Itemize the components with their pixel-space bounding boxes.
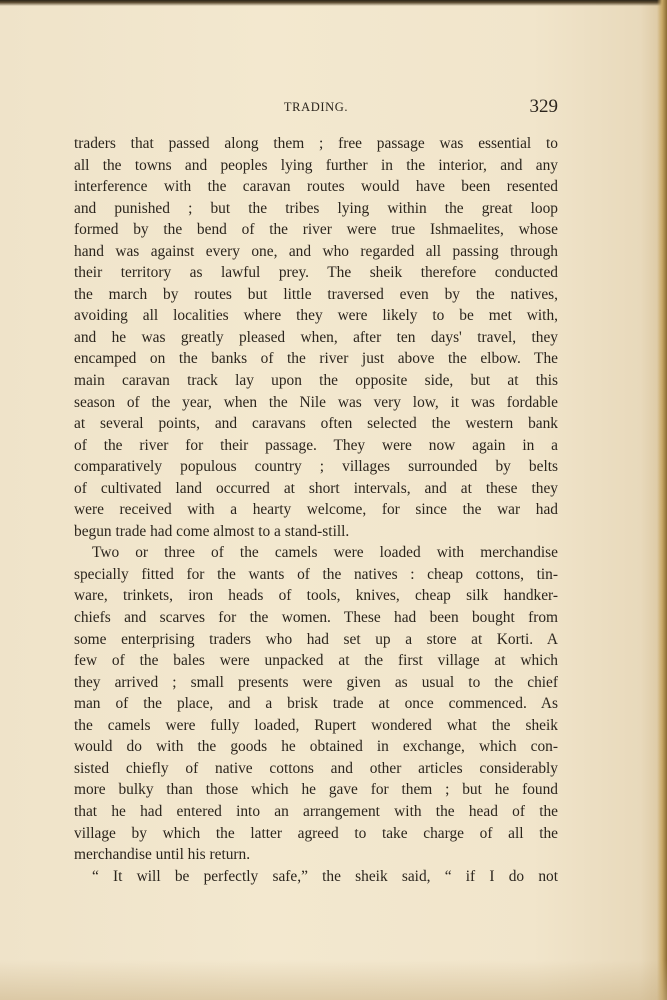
text-line: traders that passed along them ; free passage was essential to: [74, 135, 558, 152]
running-head: [74, 96, 558, 120]
text-line: specially fitted for the wants of the natives : cheap cottons, tin-: [74, 565, 558, 583]
text-line: of the river for their passage. They were now again in a: [74, 436, 558, 454]
text-line: season of the year, when the Nile was very low, it was fordable: [74, 393, 558, 411]
text-line: and punished ; but the tribes lying within the great loop: [74, 199, 558, 217]
text-line: “ It will be perfectly safe,” the sheik said, “ if I do not: [92, 867, 558, 885]
text-line: formed by the bend of the river were true Ishmaelites, whose: [74, 221, 558, 239]
running-head-title: TRADING.: [283, 100, 349, 114]
text-line: main caravan track lay upon the opposite side, but at this: [74, 372, 558, 390]
page-right-edge: [657, 0, 667, 1000]
page-top-shadow: [0, 0, 667, 6]
page-bottom-edge: [0, 960, 667, 1000]
text-line: village by which the latter agreed to take charge of all the: [74, 824, 558, 842]
text-line: chiefs and scarves for the women. These had been bought from: [74, 609, 558, 627]
text-line: their territory as lawful prey. The sheik therefore conducted: [74, 264, 558, 282]
body-text: [74, 133, 558, 887]
text-line: hand was against every one, and who regarded all passing through: [74, 242, 558, 260]
text-line: man of the place, and a brisk trade at once commenced. As: [74, 695, 558, 713]
text-line: encamped on the banks of the river just above the elbow. The: [74, 350, 558, 368]
text-line: all the towns and peoples lying further in the interior, and any: [74, 156, 558, 174]
text-line: sisted chiefly of native cottons and other articles considerably: [74, 759, 558, 777]
text-line: Two or three of the camels were loaded with merchandise: [92, 544, 558, 562]
text-line: the camels were fully loaded, Rupert wondered what the sheik: [74, 716, 558, 734]
text-line: of cultivated land occurred at short intervals, and at these they: [74, 479, 558, 497]
text-line: they arrived ; small presents were given as usual to the chief: [74, 673, 558, 691]
text-line: some enterprising traders who had set up a store at Korti. A: [74, 630, 558, 648]
text-line: avoiding all localities where they were likely to be met with,: [74, 307, 558, 325]
text-line: and he was greatly pleased when, after ten days' travel, they: [74, 328, 558, 346]
text-line: that he had entered into an arrangement with the head of the: [74, 802, 558, 820]
text-line: would do with the goods he obtained in exchange, which con-: [74, 738, 558, 756]
text-line: more bulky than those which he gave for them ; but he found: [74, 781, 558, 799]
page-number: 329: [529, 96, 558, 117]
text-line: were received with a hearty welcome, for since the war had: [74, 501, 558, 519]
text-line: comparatively populous country ; villages surrounded by belts: [74, 458, 558, 476]
text-line: few of the bales were unpacked at the first village at which: [74, 652, 558, 670]
text-line: begun trade had come almost to a stand-still.: [74, 522, 350, 540]
text-line: interference with the caravan routes would have been resented: [74, 178, 558, 196]
text-line: at several points, and caravans often selected the western bank: [74, 415, 558, 433]
text-line: merchandise until his return.: [74, 846, 251, 864]
text-line: ware, trinkets, iron heads of tools, knives, cheap silk handker-: [74, 587, 558, 605]
text-line: the march by routes but little traversed even by the natives,: [74, 285, 558, 303]
